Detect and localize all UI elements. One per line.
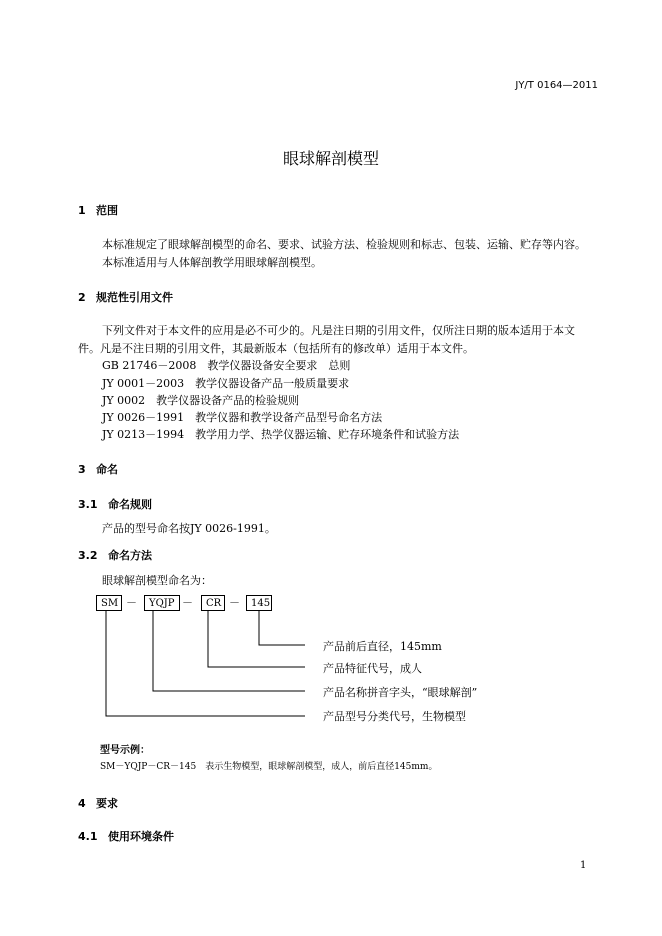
reference-item: JY 0002 教学仪器设备产品的检验规则 [102,394,300,407]
page-number: 1 [580,860,587,871]
refs-paragraph-line-2: 件。凡是不注日期的引用文件，其最新版本（包括所有的修改单）适用于本文件。 [78,342,474,355]
code-box-feature: CR [201,595,225,611]
legend-feature: 产品特征代号，成人 [323,662,422,675]
scope-paragraph-2: 本标准适用与人体解剖教学用眼球解剖模型。 [102,256,322,269]
code-box-name: YQJP [144,595,180,611]
standard-code: JY/T 0164—2011 [515,80,598,91]
example-label: 型号示例： [100,745,150,756]
reference-item: JY 0026－1991 教学仪器和教学设备产品型号命名方法 [102,411,383,424]
naming-rule-text: 产品的型号命名按JY 0026-1991。 [102,522,276,535]
legend-diameter: 产品前后直径，145mm [323,640,442,653]
document-title: 眼球解剖模型 [282,149,379,168]
section-4-heading [78,795,118,811]
section-number: 4 [78,797,86,810]
section-title: 规范性引用文件 [96,291,173,304]
connector-line-category [106,611,305,716]
code-separator: － [229,596,240,609]
subsection-title: 命名规则 [108,498,152,511]
code-box-diameter: 145 [246,595,272,611]
code-separator: － [182,596,193,609]
connector-line-feature [208,611,305,667]
section-number: 2 [78,291,86,304]
scope-paragraph-1: 本标准规定了眼球解剖模型的命名、要求、试验方法、检验规则和标志、包装、运输、贮存等内容。 [102,238,586,251]
naming-method-intro: 眼球解剖模型命名为： [102,574,212,587]
section-title: 命名 [96,463,118,476]
example-text: SM－YQJP－CR－145 表示生物模型，眼球解剖模型，成人，前后直径145mm。 [100,762,438,772]
reference-item: JY 0001－2003 教学仪器设备产品一般质量要求 [102,377,350,390]
section-number: 3 [78,463,86,476]
subsection-number: 4.1 [78,830,98,843]
section-number: 1 [78,204,86,217]
subsection-title: 使用环境条件 [108,830,174,843]
refs-paragraph-line-1: 下列文件对于本文件的应用是必不可少的。凡是注日期的引用文件，仅所注日期的版本适用于本文 [102,324,575,337]
connector-line-diameter [259,611,305,645]
code-box-category: SM [96,595,122,611]
subsection-title: 命名方法 [108,549,152,562]
subsection-number: 3.2 [78,549,98,562]
connector-line-name [153,611,305,691]
reference-item: GB 21746－2008 教学仪器设备安全要求 总则 [102,359,351,372]
reference-item: JY 0213－1994 教学用力学、热学仪器运输、贮存环境条件和试验方法 [102,428,460,441]
legend-name: 产品名称拼音字头，“眼球解剖” [323,686,478,699]
section-title: 要求 [96,797,118,810]
subsection-4-1-heading [78,828,174,844]
code-separator: － [126,596,137,609]
section-title: 范围 [96,204,118,217]
subsection-number: 3.1 [78,498,98,511]
legend-category: 产品型号分类代号，生物模型 [323,710,466,723]
